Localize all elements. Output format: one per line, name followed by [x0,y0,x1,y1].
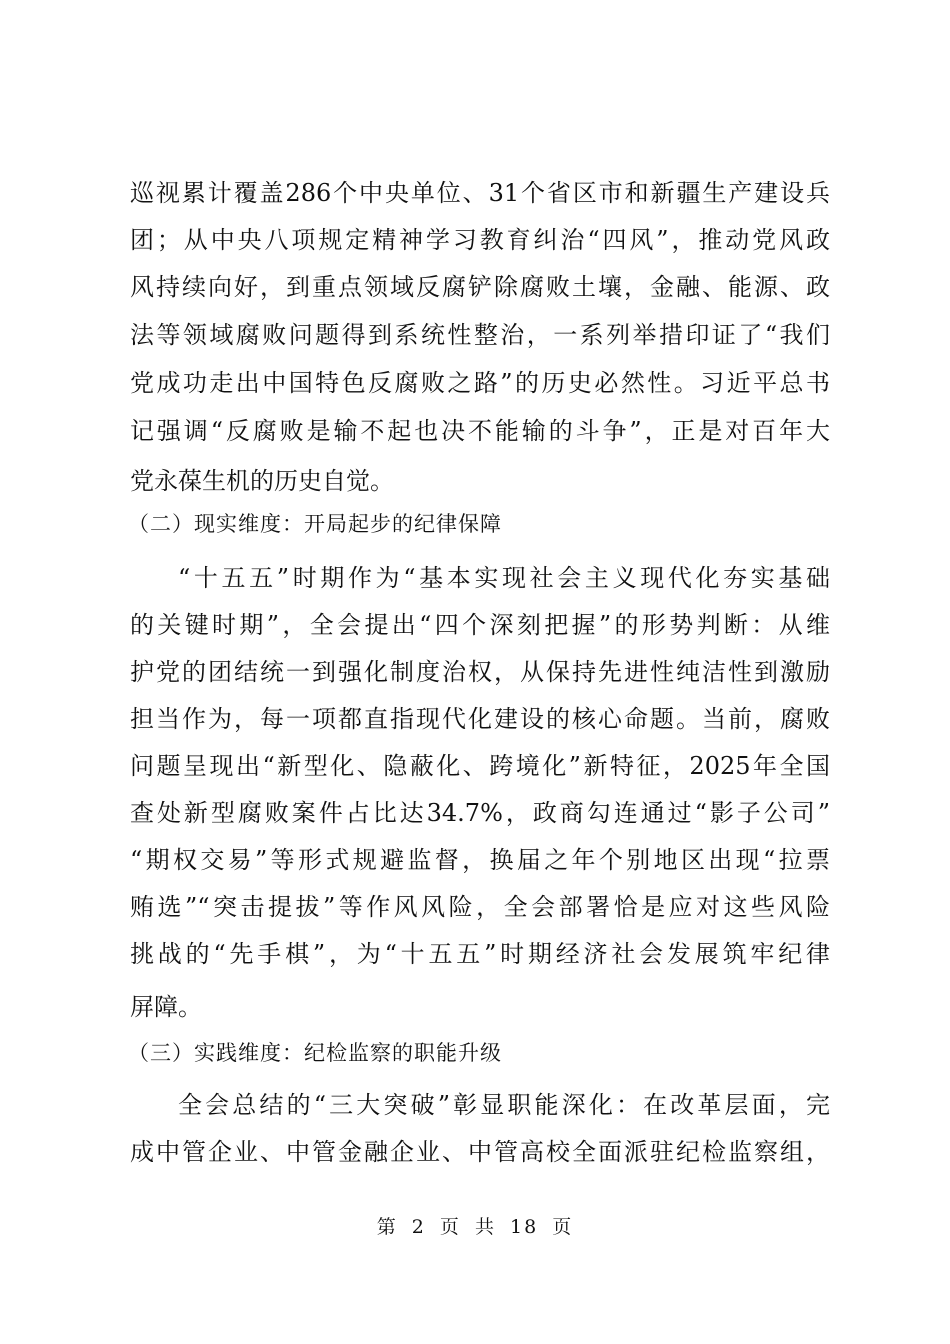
text-line: 担当作为，每一项都直指现代化建设的核心命题。当前，腐败 [130,705,830,733]
text-line: 全会总结的“三大突破”彰显职能深化：在改革层面，完 [178,1091,830,1119]
text-line: 查处新型腐败案件占比达34.7%，政商勾连通过“影子公司” [130,799,830,827]
text-line: 风持续向好，到重点领域反腐铲除腐败土壤，金融、能源、政 [130,273,830,301]
text-line: 屏障。 [130,993,202,1021]
text-line: 问题呈现出“新型化、隐蔽化、跨境化”新特征，2025年全国 [130,752,830,780]
text-line: 记强调“反腐败是输不起也决不能输的斗争”，正是对百年大 [130,417,830,445]
text-line: 贿选”“突击提拔”等作风风险，全会部署恰是应对这些风险 [130,893,830,921]
page-number-footer: 第 2 页 共 18 页 [376,1216,574,1238]
section-heading-practice: （三）实践维度：纪检监察的职能升级 [128,1041,502,1065]
text-line: 的关键时期”，全会提出“四个深刻把握”的形势判断：从维 [130,611,830,639]
text-line: 党成功走出中国特色反腐败之路”的历史必然性。习近平总书 [130,369,830,397]
section-heading-reality: （二）现实维度：开局起步的纪律保障 [128,512,502,536]
text-line: 法等领域腐败问题得到系统性整治，一系列举措印证了“我们 [130,321,830,349]
text-line: 党永葆生机的历史自觉。 [130,467,394,495]
text-line: 团；从中央八项规定精神学习教育纠治“四风”，推动党风政 [130,226,830,254]
text-line: “十五五”时期作为“基本实现社会主义现代化夯实基础 [178,564,830,592]
text-line: 巡视累计覆盖286个中央单位、31个省区市和新疆生产建设兵 [130,179,830,207]
text-line: 护党的团结统一到强化制度治权，从保持先进性纯洁性到激励 [130,658,830,686]
text-line: 成中管企业、中管金融企业、中管高校全面派驻纪检监察组， [130,1138,830,1166]
text-line: “期权交易”等形式规避监督，换届之年个别地区出现“拉票 [130,846,830,874]
text-line: 挑战的“先手棋”，为“十五五”时期经济社会发展筑牢纪律 [130,940,830,968]
